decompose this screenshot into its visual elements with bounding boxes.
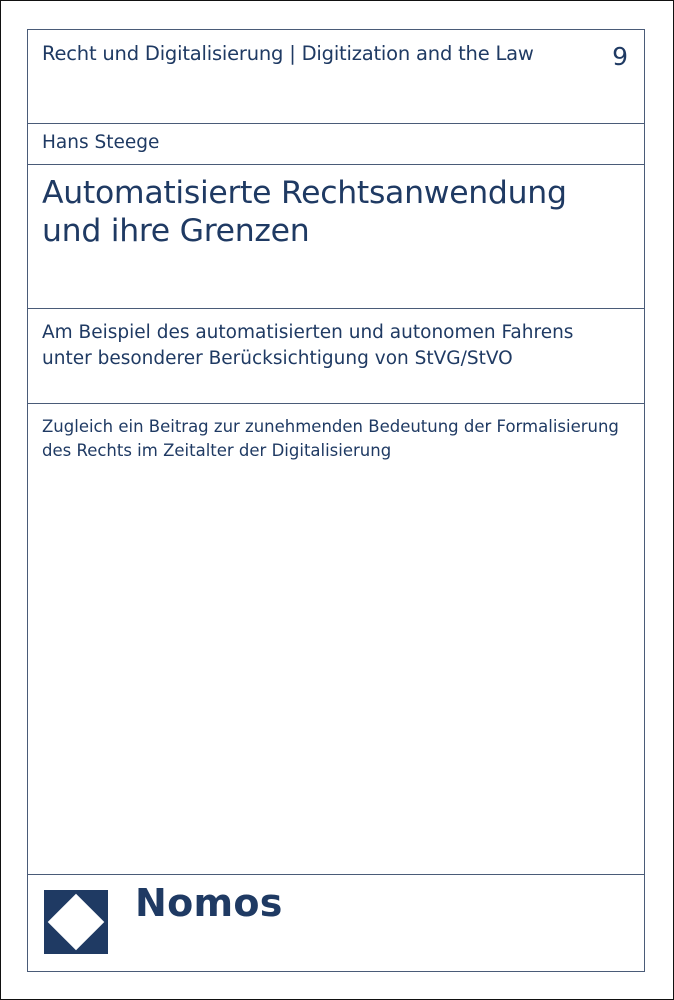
- divider-publisher: [28, 874, 644, 875]
- nomos-logo-icon: [44, 890, 108, 954]
- publisher-name: Nomos: [135, 881, 283, 925]
- author-name: Hans Steege: [42, 132, 160, 153]
- book-note-line-2: des Rechts im Zeitalter der Digitalisierung: [42, 441, 392, 460]
- series-title: Recht und Digitalisierung | Digitization and the Law: [42, 42, 534, 65]
- book-note: [42, 415, 634, 463]
- book-title: [42, 174, 634, 250]
- divider-author: [28, 164, 644, 165]
- volume-number: 9: [612, 42, 628, 71]
- book-subtitle-line-2: unter besonderer Berücksichtigung von StVG/StVO: [42, 348, 513, 369]
- book-title-line-1: Automatisierte Rechtsanwendung: [42, 175, 567, 211]
- book-title-line-2: und ihre Grenzen: [42, 213, 310, 249]
- book-cover: [27, 29, 645, 972]
- divider-title: [28, 308, 644, 309]
- diamond-shape: [48, 894, 105, 951]
- book-note-line-1: Zugleich ein Beitrag zur zunehmenden Bedeutung der Formalisierung: [42, 417, 619, 436]
- divider-series: [28, 123, 644, 124]
- book-subtitle-line-1: Am Beispiel des automatisierten und autonomen Fahrens: [42, 322, 574, 343]
- divider-subtitle: [28, 403, 644, 404]
- book-subtitle: [42, 320, 634, 372]
